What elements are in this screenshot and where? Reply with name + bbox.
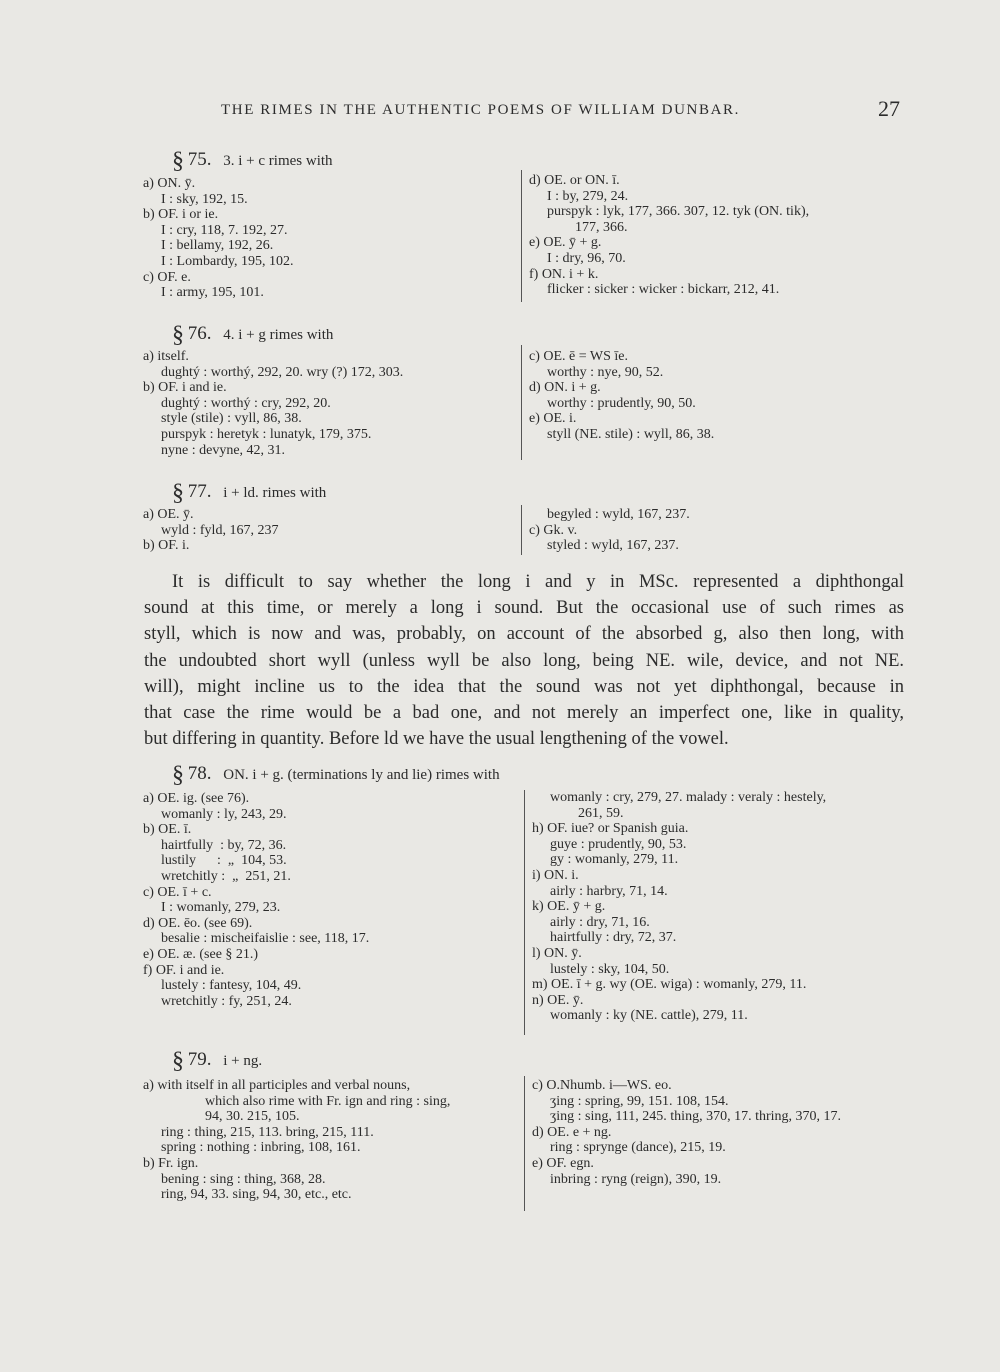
section-number: 78. — [187, 763, 212, 784]
section-title: i + ng. — [223, 1053, 263, 1069]
rime-entry: worthy : prudently, 90, 50. — [547, 395, 696, 411]
running-header — [0, 96, 1000, 126]
paragraph-line: will), might incline us to the idea that the sound was not yet diphthongal, because in — [144, 676, 904, 697]
rime-entry: hairtfully : by, 72, 36. — [161, 837, 287, 853]
section-title: ON. i + g. (terminations ly and lie) rimes with — [223, 767, 500, 783]
section-number: 76. — [187, 323, 212, 344]
entry-label: d) ON. i + g. — [529, 380, 601, 396]
entry-label: e) OE. æ. (see § 21.) — [143, 946, 259, 962]
paragraph-line: that case the rime would be a bad one, and not merely an imperfect one, like in quality, — [144, 703, 904, 724]
rime-entry: gy : womanly, 279, 11. — [550, 852, 679, 868]
entry-label: c) O.Nhumb. i—WS. eo. — [532, 1078, 672, 1093]
entry-label: b) OF. i and ie. — [143, 380, 227, 396]
entry-label: k) OE. ȳ + g. — [532, 899, 606, 915]
rime-entry: I : womanly, 279, 23. — [161, 900, 281, 916]
section-76-left-column — [143, 349, 403, 458]
section-title: 4. i + g rimes with — [223, 327, 334, 343]
rime-entry: 261, 59. — [578, 805, 624, 821]
section-symbol: § — [172, 480, 184, 506]
rime-entry: bening : sing : thing, 368, 28. — [161, 1171, 326, 1187]
section-number: 75. — [187, 149, 212, 170]
rime-entry: hairtfully : dry, 72, 37. — [550, 930, 677, 946]
section-75-heading — [172, 148, 333, 175]
entry-label: m) OE. ī + g. wy (OE. wiga) : womanly, 279, 11. — [532, 977, 807, 993]
entry-label: a) itself. — [143, 349, 189, 364]
entry-label: l) ON. ȳ. — [532, 945, 582, 961]
entry-label: b) OE. ī. — [143, 822, 192, 838]
entry-label: d) OE. or ON. ī. — [529, 173, 620, 188]
entry-label: b) Fr. ign. — [143, 1155, 199, 1171]
section-75-right-column — [529, 173, 809, 298]
rime-entry: I : army, 195, 101. — [161, 285, 264, 301]
rime-entry: wretchitly : „ 251, 21. — [161, 868, 291, 884]
rime-entry: styled : wyld, 167, 237. — [547, 538, 679, 554]
entry-label: a) OE. ȳ. — [143, 507, 194, 522]
entry-label: e) OE. i. — [529, 411, 577, 427]
rime-entry: spring : nothing : inbring, 108, 161. — [161, 1140, 361, 1156]
rime-entry: besalie : mischeifaislie : see, 118, 17. — [161, 931, 370, 947]
rime-entry: 177, 366. — [575, 219, 628, 235]
rime-entry: purspyk : heretyk : lunatyk, 179, 375. — [161, 426, 372, 442]
rime-entry: I : cry, 118, 7. 192, 27. — [161, 222, 288, 238]
rime-entry: womanly : cry, 279, 27. malady : veraly : hestely, — [550, 790, 827, 805]
column-divider — [521, 170, 522, 302]
rime-entry: flicker : sicker : wicker : bickarr, 212, 41. — [547, 282, 780, 298]
paragraph-line: It is difficult to say whether the long i and y in MSc. represented a diphthongal — [172, 572, 904, 592]
column-divider — [521, 345, 522, 460]
section-79-heading — [172, 1048, 262, 1075]
rime-entry: dughtý : worthý : cry, 292, 20. — [161, 395, 331, 411]
section-number: 77. — [187, 481, 212, 502]
running-title: THE RIMES IN THE AUTHENTIC POEMS OF WILLIAM DUNBAR. — [221, 102, 740, 118]
entry-label: d) OE. ēo. (see 69). — [143, 915, 253, 931]
paragraph-line: but differing in quantity. Before ld we have the usual lengthening of the vowel. — [144, 729, 729, 750]
entry-label: i) ON. i. — [532, 867, 579, 883]
rime-entry: inbring : ryng (reign), 390, 19. — [550, 1171, 722, 1187]
rime-entry: which also rime with Fr. ign and ring : sing, — [205, 1093, 451, 1109]
rime-entry: style (stile) : vyll, 86, 38. — [161, 411, 302, 427]
rime-entry: womanly : ky (NE. cattle), 279, 11. — [550, 1008, 748, 1024]
entry-label: e) OE. ȳ + g. — [529, 235, 602, 251]
entry-label: c) OE. ī + c. — [143, 884, 212, 900]
paragraph-line: the undoubted short wyll (unless wyll be also long, being NE. wile, device, and not NE. — [144, 650, 904, 671]
column-divider — [524, 790, 525, 1035]
rime-entry: I : Lombardy, 195, 102. — [161, 253, 294, 269]
section-78-left-column — [143, 791, 369, 1009]
entry-label: a) ON. ȳ. — [143, 176, 196, 191]
rime-entry: airly : harbry, 71, 14. — [550, 883, 668, 899]
entry-label: b) OF. i or ie. — [143, 207, 219, 223]
section-77-right-column — [529, 507, 690, 554]
rime-entry: lustely : sky, 104, 50. — [550, 961, 670, 977]
rime-entry: airly : dry, 71, 16. — [550, 914, 650, 930]
rime-entry: 94, 30. 215, 105. — [205, 1109, 300, 1125]
section-title: 3. i + c rimes with — [223, 153, 333, 169]
paragraph-line: sound at this time, or merely a long i sound. But the occasional use of such rimes as — [144, 598, 904, 619]
entry-label: d) OE. e + ng. — [532, 1124, 612, 1140]
section-76-right-column — [529, 349, 714, 443]
page-number: 27 — [878, 96, 900, 121]
entry-label: h) OF. iue? or Spanish guia. — [532, 821, 689, 837]
entry-label: b) OF. i. — [143, 538, 190, 554]
rime-entry: worthy : nye, 90, 52. — [547, 364, 664, 380]
rime-entry: dughtý : worthý, 292, 20. wry (?) 172, 303. — [161, 364, 404, 380]
entry-label: c) Gk. v. — [529, 522, 578, 538]
section-79-left-column — [143, 1078, 450, 1203]
rime-entry: ʒing : sing, 111, 245. thing, 370, 17. thring, 370, 17. — [550, 1109, 842, 1125]
section-75-left-column — [143, 176, 293, 301]
section-symbol: § — [172, 1048, 184, 1074]
rime-entry: guye : prudently, 90, 53. — [550, 836, 687, 852]
rime-entry: wyld : fyld, 167, 237 — [161, 522, 279, 538]
rime-entry: womanly : ly, 243, 29. — [161, 806, 287, 822]
entry-label: f) OF. i and ie. — [143, 962, 225, 978]
discussion-paragraph — [144, 569, 904, 752]
entry-label: e) OF. egn. — [532, 1155, 594, 1171]
rime-entry: ring, 94, 33. sing, 94, 30, etc., etc. — [161, 1187, 352, 1203]
entry-label: n) OE. ȳ. — [532, 992, 584, 1008]
section-symbol: § — [172, 148, 184, 174]
column-divider — [524, 1076, 525, 1211]
entry-label: c) OF. e. — [143, 269, 191, 285]
section-symbol: § — [172, 762, 184, 788]
section-title: i + ld. rimes with — [223, 485, 327, 501]
section-79-right-column — [532, 1078, 841, 1187]
rime-entry: I : bellamy, 192, 26. — [161, 238, 274, 254]
section-78-right-column — [532, 790, 826, 1024]
rime-entry: I : by, 279, 24. — [547, 188, 629, 204]
section-76-heading — [172, 322, 333, 349]
rime-entry: ʒing : spring, 99, 151. 108, 154. — [550, 1093, 729, 1109]
rime-entry: begyled : wyld, 167, 237. — [547, 507, 690, 522]
entry-label: c) OE. ē = WS īe. — [529, 349, 628, 364]
rime-entry: lustely : fantesy, 104, 49. — [161, 978, 302, 994]
entry-label: a) with itself in all participles and verbal nouns, — [143, 1078, 411, 1093]
rime-entry: wretchitly : fy, 251, 24. — [161, 993, 292, 1009]
section-symbol: § — [172, 322, 184, 348]
rime-entry: nyne : devyne, 42, 31. — [161, 442, 286, 458]
paragraph-line: styll, which is now and was, probably, on account of the absorbed g, also then long, with — [144, 624, 904, 645]
section-78-heading — [172, 762, 500, 789]
section-77-left-column — [143, 507, 278, 554]
rime-entry: I : sky, 192, 15. — [161, 191, 248, 207]
rime-entry: styll (NE. stile) : wyll, 86, 38. — [547, 426, 715, 442]
rime-entry: purspyk : lyk, 177, 366. 307, 12. tyk (ON. tik), — [547, 204, 810, 220]
column-divider — [521, 505, 522, 555]
rime-entry: lustily : „ 104, 53. — [161, 853, 287, 869]
rime-entry: I : dry, 96, 70. — [547, 250, 626, 266]
rime-entry: ring : thing, 215, 113. bring, 215, 111. — [161, 1124, 374, 1140]
entry-label: a) OE. ig. (see 76). — [143, 791, 250, 806]
entry-label: f) ON. i + k. — [529, 266, 599, 282]
section-77-heading — [172, 480, 326, 507]
section-number: 79. — [187, 1049, 212, 1070]
rime-entry: ring : sprynge (dance), 215, 19. — [550, 1140, 726, 1156]
